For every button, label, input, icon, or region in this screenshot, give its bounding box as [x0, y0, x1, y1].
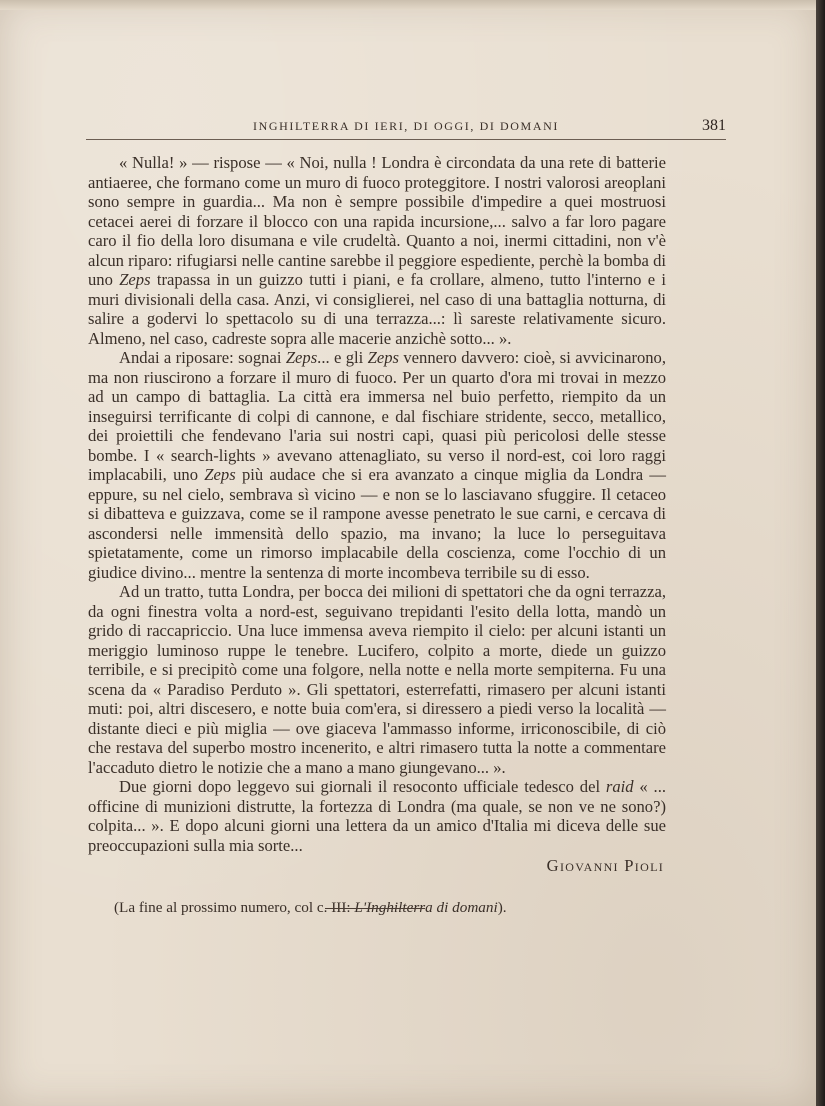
- footnote-title: L'Inghilterra di domani: [354, 898, 498, 916]
- continuation-note: [114, 898, 666, 917]
- page-number: 381: [702, 117, 726, 134]
- paragraph-1: « Nulla! » — rispose — « Noi, nulla ! Londra è circondata da una rete di batterie antiaeree, che formano come un muro di fuoco proteggitore. I nostri valorosi areoplani sono sempre in guardia... Ma non è sempre possibile d'impedire a quei mostruosi cetacei aerei di forzare il blocco con una rapida incursione,... salvo a far loro pagare caro il fio della loro disumana e vile crudeltà. Quanto a noi, inermi cittadini, non v'è alcun riparo: rifugiarsi nelle cantine sarebbe il peggiore espediente, perchè la bomba di uno Zeps trapassa in un guizzo tutti i piani, e fa crollare, almeno, tutto l'interno e i muri divisionali della casa. Anzi, vi consiglierei, nel caso di una battaglia notturna, di salire a godervi lo spettacolo su di una terrazza...: lì sareste relativamente sicuro. Almeno, nel caso, cadreste sopra alle macerie anzichè sotto... ».: [88, 153, 667, 348]
- paragraph-3: Ad un tratto, tutta Londra, per bocca dei milioni di spettatori che da ogni terrazza, da ogni finestra volta a nord-est, seguivano trepidanti l'esito della lotta, mandò un grido di raccapriccio. Una luce immensa aveva riempito il cielo: per alcuni istanti un meriggio luminoso ruppe le tenebre. Lucifero, colpito a morte, diede un guizzo terribile, e si precipitò come una folgore, nella notte e nella morte sempiterna. Fu una scena da « Paradiso Perduto ». Gli spettatori, esterrefatti, rimasero per alcuni istanti muti: poi, altri discesero, e notte buia com'era, si diressero a piedi verso la località — distante dieci e più miglia — ove giaceva l'ammasso informe, irriconoscibile, di ciò che restava del superbo mostro incenerito, e altri rimasero tutta la notte a commentare l'accaduto dietro le notizie che a mano a mano giungevano... ».: [88, 582, 666, 777]
- author-signature: Giovanni Pioli: [546, 856, 664, 875]
- footnote-end: ).: [497, 898, 507, 916]
- page-top-edge: [0, 0, 816, 10]
- paragraph-4: Due giorni dopo leggevo sui giornali il resoconto ufficiale tedesco del raid « ... officine di munizioni distrutte, la fortezza di Londra (ma quale, se non ve ne sono?) colpita... ». E dopo alcuni giorni una lettera da un amico d'Italia mi diceva delle sue preoccupazioni sulla mia sorte...: [88, 777, 666, 855]
- binding-edge: [816, 0, 825, 1106]
- footnote-text: (La fine al prossimo numero, col c. III:: [114, 898, 355, 916]
- paragraph-2: Andai a riposare: sognai Zeps... e gli Zeps vennero davvero: cioè, si avvicinarono, ma non riuscirono a forzare il muro di fuoco. Per un quarto d'ora mi trovai in mezzo ad un campo di battaglia. La città era immersa nel buio perfetto, riempito da un inseguirsi terrificante di colpi di cannone, e dal fischiare stridente, secco, metallico, dei proiettili che fendevano l'aria sui nostri capi, quasi più pericolosi delle stesse bombe. I « search-lights » avevano attenagliato, su verso il nord-est, coi loro raggi implacabili, uno Zeps più audace che si era avanzato a cinque miglia da Londra — eppure, su nel cielo, sembrava sì vicino — e non se lo lasciavano sfuggire. Il cetaceo si dibatteva e guizzava, come se il rampone avesse penetrato le sue carni, e cercava di ascondersi nelle immensità dello spazio, ma invano; la luce lo perseguitava spietatamente, come un rimorso implacabile della coscienza, come l'occhio di un giudice divino... mentre la sentenza di morte incombeva terribile su di esso.: [88, 348, 667, 582]
- page-header: [86, 117, 726, 140]
- running-head: INGHILTERRA DI IERI, DI OGGI, DI DOMANI: [253, 119, 559, 133]
- end-rule: [325, 908, 425, 909]
- article-body: [88, 153, 666, 917]
